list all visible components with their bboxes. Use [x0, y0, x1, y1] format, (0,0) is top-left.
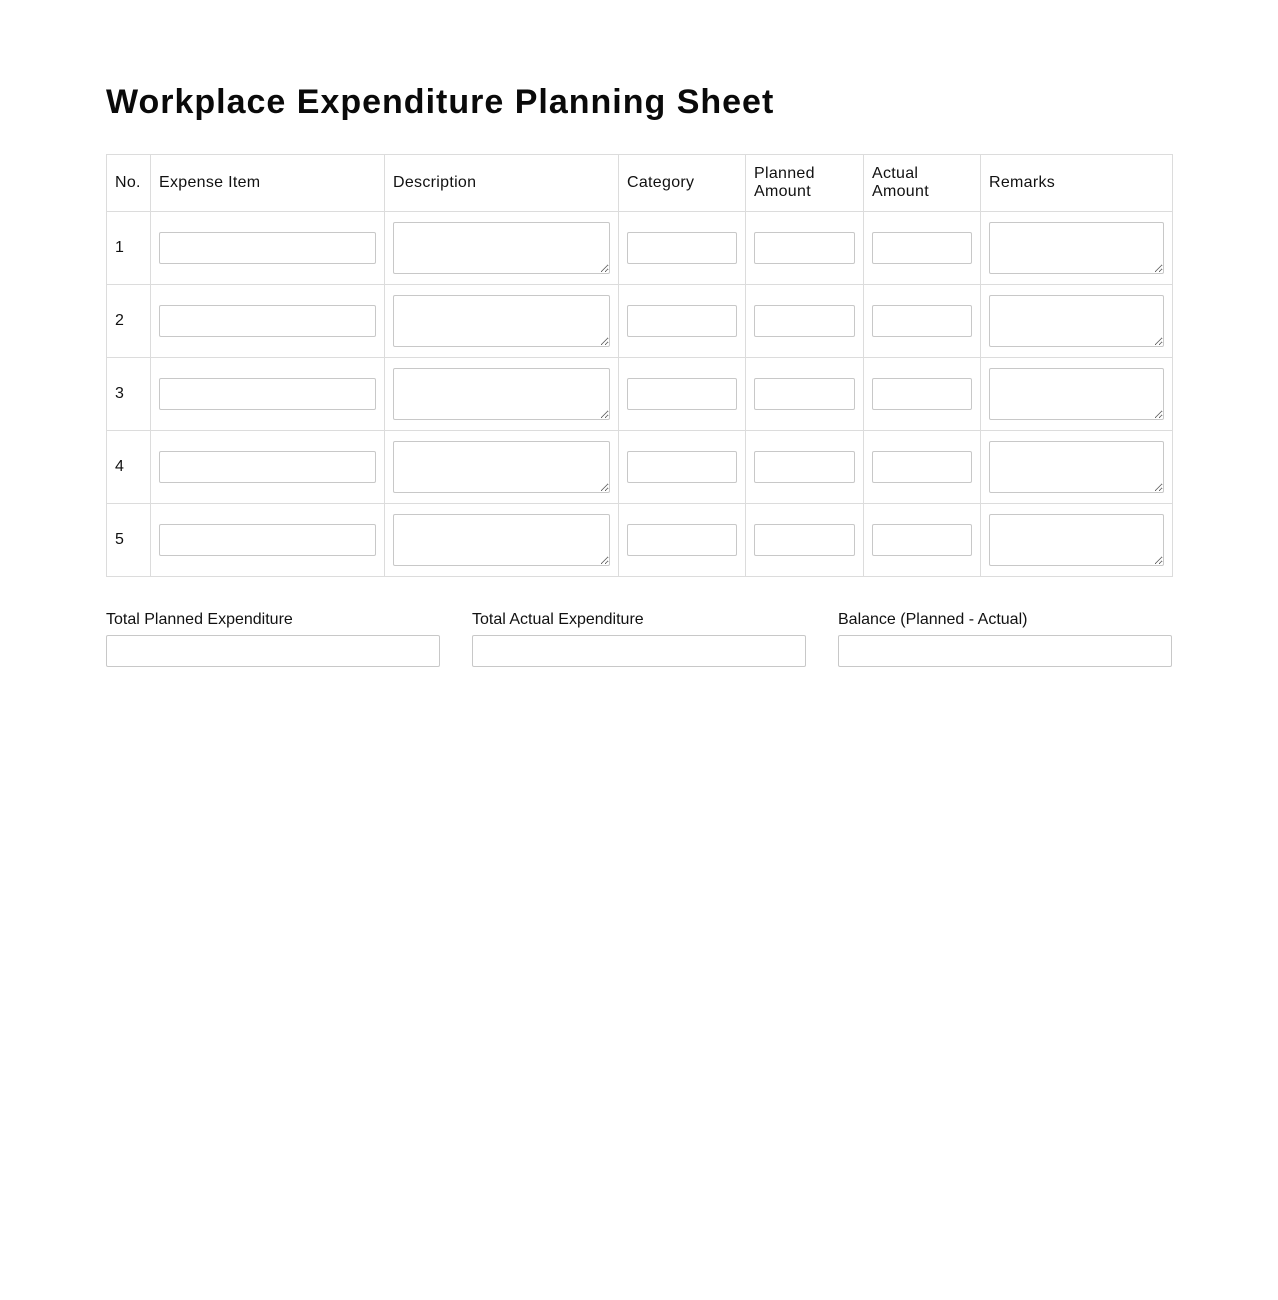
actual-amount-input[interactable] [872, 378, 972, 410]
remarks-cell [981, 431, 1173, 504]
expense-item-input[interactable] [159, 451, 376, 483]
balance-label: Balance (Planned - Actual) [838, 611, 1028, 628]
balance-input[interactable] [838, 635, 1172, 667]
expense-item-cell [151, 285, 385, 358]
remarks-textarea[interactable] [989, 295, 1164, 347]
total-planned-input[interactable] [106, 635, 440, 667]
actual-amount-input[interactable] [872, 524, 972, 556]
actual-amount-cell [864, 504, 981, 577]
expense-item-input[interactable] [159, 305, 376, 337]
planned-amount-input[interactable] [754, 524, 855, 556]
remarks-textarea[interactable] [989, 514, 1164, 566]
total-planned-group [106, 610, 440, 667]
category-cell [619, 504, 746, 577]
planned-amount-cell [746, 285, 864, 358]
table-row [107, 504, 1173, 577]
description-cell [385, 212, 619, 285]
balance-group [838, 610, 1172, 667]
category-input[interactable] [627, 524, 737, 556]
description-textarea[interactable] [393, 295, 610, 347]
expense-item-cell [151, 212, 385, 285]
header-no: No. [107, 155, 151, 212]
actual-amount-cell [864, 285, 981, 358]
table-header-row [107, 155, 1173, 212]
total-actual-label: Total Actual Expenditure [472, 611, 644, 628]
description-cell [385, 504, 619, 577]
row-number: 4 [107, 431, 151, 504]
planned-amount-cell [746, 504, 864, 577]
remarks-textarea[interactable] [989, 441, 1164, 493]
expense-item-cell [151, 358, 385, 431]
planned-amount-input[interactable] [754, 451, 855, 483]
row-number: 2 [107, 285, 151, 358]
actual-amount-input[interactable] [872, 305, 972, 337]
totals-section [106, 610, 1172, 667]
actual-amount-input[interactable] [872, 232, 972, 264]
header-description: Description [385, 155, 619, 212]
category-input[interactable] [627, 451, 737, 483]
row-number: 1 [107, 212, 151, 285]
row-number: 5 [107, 504, 151, 577]
expense-table [106, 154, 1173, 577]
expense-item-input[interactable] [159, 378, 376, 410]
expense-item-cell [151, 431, 385, 504]
description-textarea[interactable] [393, 441, 610, 493]
expense-item-input[interactable] [159, 524, 376, 556]
category-cell [619, 358, 746, 431]
remarks-cell [981, 285, 1173, 358]
header-category: Category [619, 155, 746, 212]
total-actual-group [472, 610, 806, 667]
total-actual-input[interactable] [472, 635, 806, 667]
table-row [107, 285, 1173, 358]
remarks-cell [981, 504, 1173, 577]
planned-amount-input[interactable] [754, 232, 855, 264]
expense-item-cell [151, 504, 385, 577]
page-title: Workplace Expenditure Planning Sheet [106, 83, 775, 121]
remarks-textarea[interactable] [989, 222, 1164, 274]
description-textarea[interactable] [393, 514, 610, 566]
header-expense-item: Expense Item [151, 155, 385, 212]
description-cell [385, 285, 619, 358]
description-textarea[interactable] [393, 368, 610, 420]
table-row [107, 212, 1173, 285]
remarks-cell [981, 358, 1173, 431]
header-actual-amount: Actual Amount [864, 155, 981, 212]
category-input[interactable] [627, 305, 737, 337]
category-cell [619, 431, 746, 504]
category-cell [619, 285, 746, 358]
table-row [107, 431, 1173, 504]
category-input[interactable] [627, 378, 737, 410]
header-remarks: Remarks [981, 155, 1173, 212]
actual-amount-cell [864, 212, 981, 285]
header-planned-amount: Planned Amount [746, 155, 864, 212]
remarks-cell [981, 212, 1173, 285]
total-planned-label: Total Planned Expenditure [106, 611, 293, 628]
category-input[interactable] [627, 232, 737, 264]
description-cell [385, 431, 619, 504]
actual-amount-cell [864, 431, 981, 504]
planned-amount-cell [746, 431, 864, 504]
planned-amount-cell [746, 212, 864, 285]
expense-item-input[interactable] [159, 232, 376, 264]
remarks-textarea[interactable] [989, 368, 1164, 420]
actual-amount-input[interactable] [872, 451, 972, 483]
planned-amount-cell [746, 358, 864, 431]
planned-amount-input[interactable] [754, 305, 855, 337]
actual-amount-cell [864, 358, 981, 431]
table-row [107, 358, 1173, 431]
row-number: 3 [107, 358, 151, 431]
category-cell [619, 212, 746, 285]
description-textarea[interactable] [393, 222, 610, 274]
description-cell [385, 358, 619, 431]
planned-amount-input[interactable] [754, 378, 855, 410]
